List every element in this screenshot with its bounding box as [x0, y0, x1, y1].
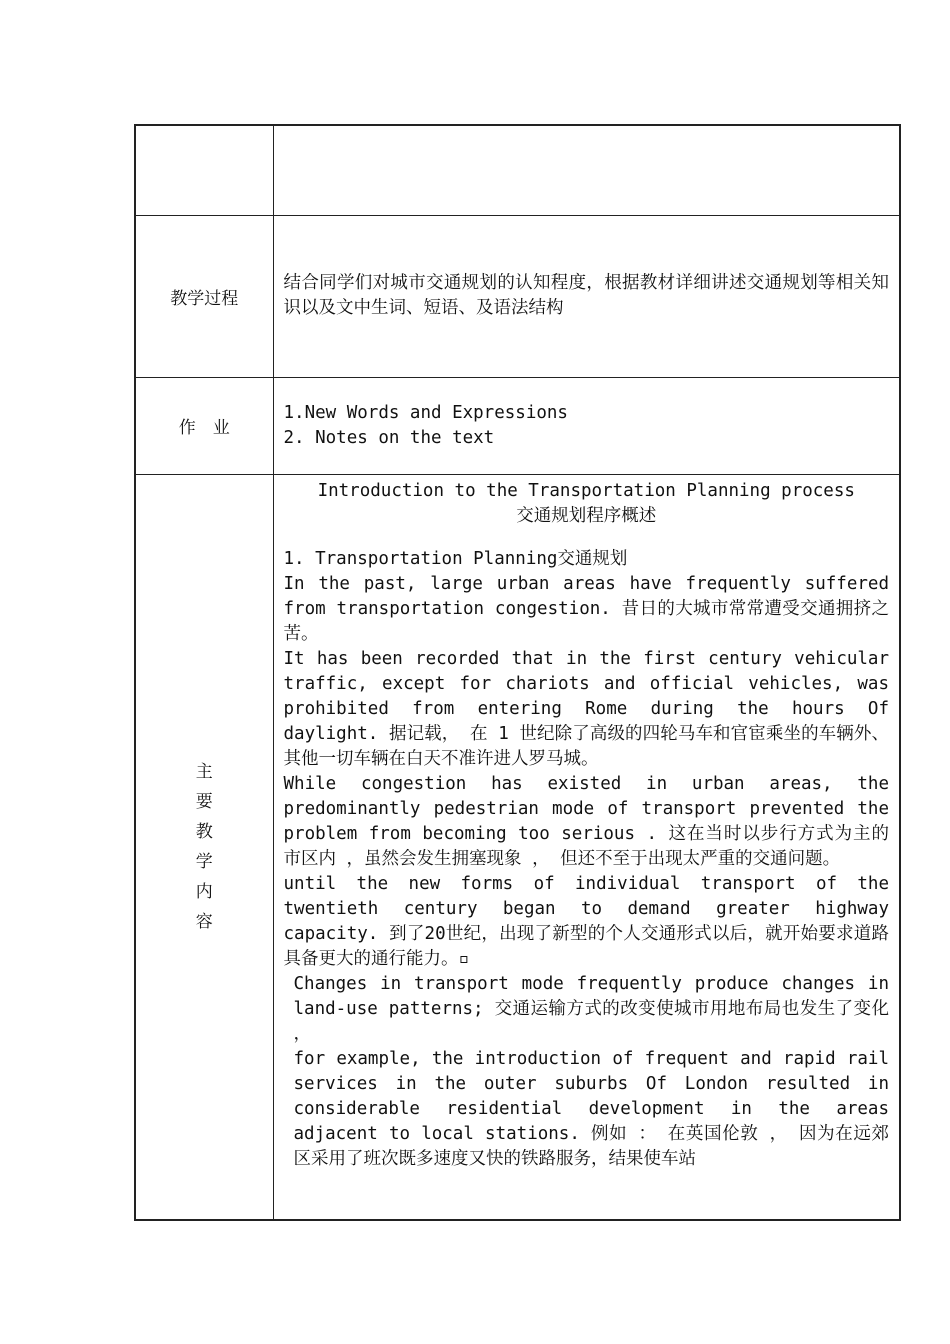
paragraph: until the new forms of individual transport of the twentieth century began to demand greater highway capacity. 到了20世纪，出现了新型的个人交通形式以后，就开始要求道路具备更大的通行能力。▫: [283, 873, 889, 969]
paragraph: In the past, large urban areas have frequently suffered from transportation congestion. 昔日的大城市常常遭受交通拥挤之苦。: [283, 573, 889, 644]
section-heading: 1. Transportation Planning交通规划: [283, 548, 628, 569]
table-row-main-content: [135, 474, 900, 1220]
homework-item: 1.New Words and Expressions: [283, 402, 568, 423]
indented-paragraph: for example, the introduction of frequent and rapid rail services in the outer suburbs Of London resulted in considerable residential development in the areas adjacent to local stations. 例如 ： 在英国伦敦 ， 因为在远郊区采用了班次既多速度又快的铁路服务，结果使车站: [293, 1048, 889, 1169]
main-content-label-cell: [135, 474, 273, 1220]
table-row-homework: [135, 377, 900, 474]
teaching-process-label: 教学过程: [135, 215, 273, 377]
main-content-label: 主要教学内容: [195, 761, 213, 932]
teaching-process-text: 结合同学们对城市交通规划的认知程度，根据教材详细讲述交通规划等相关知识以及文中生词、短语、及语法结构: [283, 273, 889, 318]
indented-paragraph: Changes in transport mode frequently produce changes in land-use patterns; 交通运输方式的改变使城市用地布局也发生了变化 ，: [293, 973, 889, 1044]
paragraph: It has been recorded that in the first century vehicular traffic, except for chariots and official vehicles, was prohibited from entering Rome during the hours Of daylight. 据记载， 在 1 世纪除了高级的四轮马车和官宦乘坐的车辆外、 其他一切车辆在白天不准许进人罗马城。: [283, 648, 889, 769]
homework-content: [273, 377, 900, 474]
empty-label-cell: [135, 125, 273, 215]
empty-content-cell: [273, 125, 900, 215]
lesson-plan-table: [134, 124, 901, 1221]
homework-item: 2. Notes on the text: [283, 427, 495, 448]
title-english: Introduction to the Transportation Planning process: [317, 480, 855, 501]
homework-label: 作 业: [135, 377, 273, 474]
table-row-empty: [135, 125, 900, 215]
spacer: [284, 529, 890, 547]
paragraph: While congestion has existed in urban areas, the predominantly pedestrian mode of transport prevented the problem from becoming too serious . 这在当时以步行方式为主的市区内 ，虽然会发生拥塞现象 ， 但还不至于出现太严重的交通问题。: [283, 773, 889, 869]
table-row-teaching-process: [135, 215, 900, 377]
main-content-cell: [273, 474, 900, 1220]
title-chinese: 交通规划程序概述: [516, 505, 657, 526]
teaching-process-content: [273, 215, 900, 377]
